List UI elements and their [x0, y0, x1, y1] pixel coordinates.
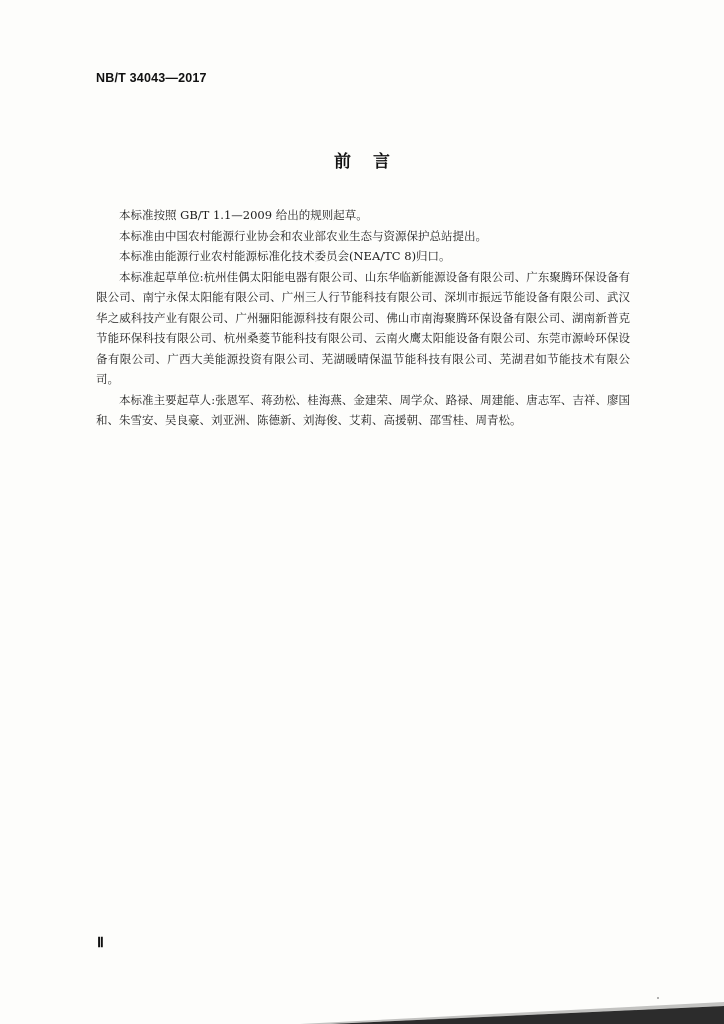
page-title [0, 147, 724, 172]
scan-edge-shadow [0, 994, 724, 1024]
foreword-body [96, 205, 630, 431]
paragraph-proposer: 本标准由中国农村能源行业协会和农业部农业生态与资源保护总站提出。 [119, 228, 487, 243]
standard-code: NB/T 34043—2017 [96, 71, 207, 85]
paragraph-drafting-rules: 本标准按照 GB/T 1.1—2009 给出的规则起草。 [119, 208, 368, 222]
page-number: Ⅱ [97, 936, 104, 951]
scan-speck [657, 997, 659, 999]
paragraph-drafters: 本标准主要起草人:张恩军、蒋劲松、桂海燕、金建荣、周学众、路禄、周建能、唐志军、吉祥、廖国和、朱雪安、吴良豪、刘亚洲、陈德新、刘海俊、艾莉、高援朝、邵雪桂、周青松。 [96, 392, 630, 427]
page-title-text: 前言 [334, 152, 412, 172]
paragraph-administrator: 本标准由能源行业农村能源标准化技术委员会(NEA/TC 8)归口。 [119, 249, 451, 263]
paragraph-drafting-units: 本标准起草单位:杭州佳偶太阳能电器有限公司、山东华临新能源设备有限公司、广东聚腾环保设备有限公司、南宁永保太阳能有限公司、广州三人行节能科技有限公司、深圳市振远节能设备有限公司、武汉华之威科技产业有限公司、广州骊阳能源科技有限公司、佛山市南海聚腾环保设备有限公司、湖南新普克节能环保科技有限公司、杭州桑菱节能科技有限公司、云南火鹰太阳能设备有限公司、东莞市源岭环保设备有限公司、广西大美能源投资有限公司、芜湖暖晴保温节能科技有限公司、芜湖君如节能技术有限公司。 [96, 269, 630, 386]
